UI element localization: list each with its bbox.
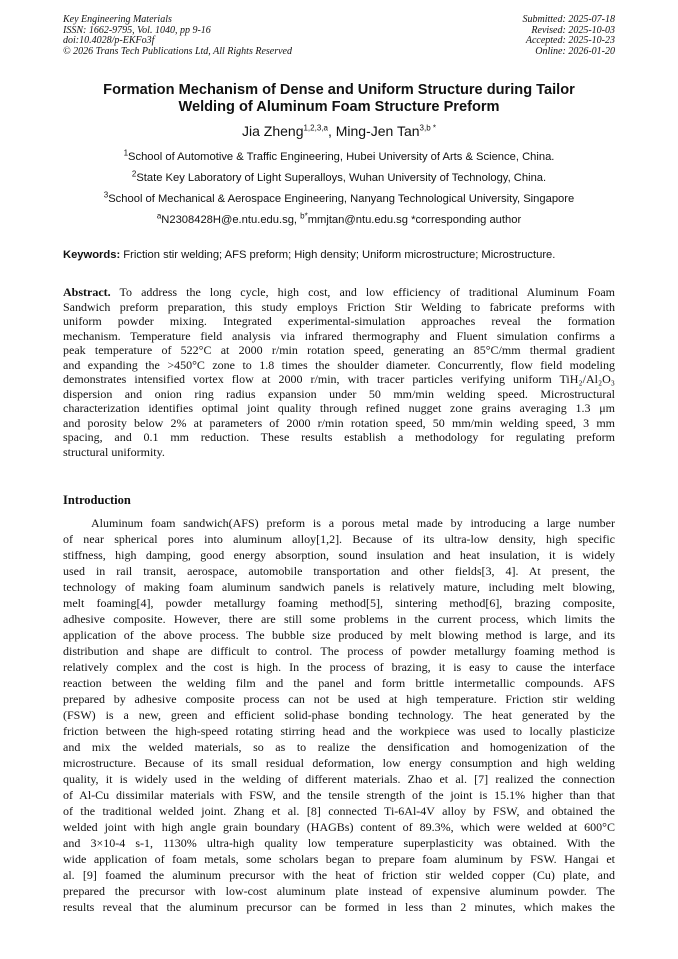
abstract-line: Sandwich preform preparation, this study employs Friction Stir Welding to fabricate preforms with	[63, 299, 615, 314]
affiliation-text: State Key Laboratory of Light Superalloys, Wuhan University of Technology, China.	[136, 172, 547, 184]
affiliation	[40, 190, 638, 205]
abstract-line: uniform powder mixing. Integrated experimental-simulation approaches reveal the formation	[63, 314, 615, 328]
body-line: used in rail transit, aerospace, automobile transportation and other fields[3, 4]. At present, the	[63, 564, 615, 578]
email-sup: a	[156, 211, 162, 221]
author-separator: ,	[327, 123, 336, 139]
body-line: relatively complex and the cost is high. In the process of brazing, it is easy to cause the interface	[63, 660, 615, 674]
title-line: Welding of Aluminum Foam Structure Preform	[178, 99, 500, 115]
abstract-label: Abstract.	[63, 285, 111, 299]
body-line: wide application of foam metals, some scholars began to prepare foam aluminum by FSW. Hangai et	[63, 852, 615, 866]
body-line: microstructure. Because of its small residual deformation, low energy consumption and high welding	[63, 756, 615, 770]
body-line: and mix the welded materials, so as to realize the densification and homogenization of the	[63, 740, 615, 754]
author-name: Jia Zheng	[242, 123, 304, 139]
author-list	[60, 123, 618, 139]
submitted-date: Submitted: 2025-07-18	[522, 14, 615, 25]
author-name: Ming-Jen Tan	[335, 123, 420, 139]
body-line: results reveal that the aluminum precursor can be formed in less than 2 minutes, which makes the	[63, 900, 615, 914]
abstract-line: and expanding the >450°C zone to 1.8 times the shoulder diameter. Concurrently, flow field modeling	[63, 357, 615, 372]
affiliation	[40, 169, 638, 184]
abstract-line: mechanism. Temperature field analysis via infrared thermography and Fluent simulation confirms a	[63, 328, 615, 343]
paper-title	[60, 82, 618, 116]
author-affiliation-sup: 3,b *	[419, 123, 436, 133]
abstract-line: spacing, and 0.1 mm reduction. These results establish a methodology for regulating preform	[63, 430, 615, 444]
body-line: technology of making foam aluminum sandwich panels is relatively mature, including melt blowing,	[63, 580, 615, 594]
affiliation	[40, 148, 638, 163]
abstract-line: peak temperature of 522°C at 2000 r/min rotation speed, generating an 85°C/mm thermal gradient	[63, 343, 615, 357]
affiliation-sup: 3	[103, 190, 109, 200]
body-line: stiffness, high damping, good energy absorption, sound insulation and heat insulation, it is widely	[63, 548, 615, 562]
author-emails	[40, 211, 638, 226]
doi-link[interactable]: doi:10.4028/p-EKFo3f	[63, 35, 155, 47]
body-line: of near spherical pores into aluminum alloy[1,2]. Because of its ultra-low density, high specific	[63, 532, 615, 546]
keywords-text: Friction stir welding; AFS preform; High density; Uniform microstructure; Microstructure.	[120, 249, 556, 261]
body-line: friction between the high-speed rotating stirring head and the workpiece was used to locally plasticize	[63, 724, 615, 738]
author-affiliation-sup: 1,2,3,a	[303, 123, 328, 133]
abstract-line: structural uniformity.	[63, 444, 165, 459]
body-line: of Al-Cu dissimilar materials with FSW, and the tensile strength of the joint is 15.1% higher than that	[63, 788, 615, 802]
online-date: Online: 2026-01-20	[535, 45, 615, 57]
revised-date: Revised: 2025-10-03	[531, 24, 615, 36]
email-sup: b*	[300, 211, 308, 221]
abstract-line: dispersion and onion ring radius expansion under 50 mm/min welding speed. Microstructural	[63, 386, 615, 401]
keywords-label: Keywords:	[63, 249, 121, 261]
affiliation-text: School of Automotive & Traffic Engineering, Hubei University of Arts & Science, China.	[128, 151, 555, 163]
abstract-text: To address the long cycle, high cost, and low efficiency of traditional Aluminum Foam	[110, 285, 615, 299]
affiliation-text: School of Mechanical & Aerospace Engineering, Nanyang Technological University, Singapore	[108, 193, 575, 205]
email-link[interactable]: N2308428H@e.ntu.edu.sg,	[161, 214, 301, 226]
journal-name: Key Engineering Materials	[63, 14, 172, 25]
accepted-date: Accepted: 2025-10-23	[525, 35, 615, 47]
body-line: reaction between the welding film and the panel and form brittle intermetallic compounds. AFS	[63, 676, 615, 690]
issn-line: ISSN: 1662-9795, Vol. 1040, pp 9-16	[63, 24, 211, 36]
body-line: adhesive composite. However, there are still some problems in the current process, which limits the	[63, 612, 615, 626]
keywords	[63, 249, 623, 261]
body-line: prepared the precursor with low-cost aluminum plate instead of expensive aluminum powder. The	[63, 884, 615, 898]
abstract-line: and porosity below 2% at parameters of 2000 r/min rotation speed, 50 mm/min welding speed, 3 mm	[63, 415, 615, 430]
title-line: Formation Mechanism of Dense and Uniform Structure during Tailor	[103, 82, 575, 98]
body-line: prepared by adhesive composite process can not be used at high temperature. Friction stir welding	[63, 692, 615, 706]
body-line: of the traditional welded joint. Zhang et al. [8] connected Ti-6Al-4V alloy by FSW, and obtained the	[63, 804, 615, 818]
copyright-line: © 2026 Trans Tech Publications Ltd, All Rights Reserved	[63, 45, 292, 57]
affiliation-sup: 1	[123, 148, 129, 158]
body-line: welded joint with high angle grain boundary (HAGBs) content of 89.3%, which were welded at 600°C	[63, 820, 615, 834]
abstract-line	[63, 285, 615, 299]
affiliation-sup: 2	[131, 169, 137, 179]
email-link[interactable]: mmjtan@ntu.edu.sg *corresponding author	[307, 214, 522, 226]
body-line: quality, it is widely used in the welding of different materials. Zhao et al. [7] realized the connection	[63, 772, 615, 786]
dates-header	[523, 15, 616, 57]
body-line: melt foaming[4], powder metallurgy foaming method[5], sintering method[6], brazing composite,	[63, 596, 615, 610]
journal-info-header	[63, 15, 292, 57]
body-line: application of the above process. The bubble size produced by melt blowing method is large, and its	[63, 628, 615, 642]
body-line: al. [9] foamed the aluminum precursor with the heat of friction stir welded copper (Cu) plate, and	[63, 868, 615, 882]
body-line: Aluminum foam sandwich(AFS) preform is a porous metal made by introducing a large number	[91, 516, 615, 530]
section-heading-introduction: Introduction	[63, 493, 131, 507]
abstract-line: demonstrates intensified vortex flow at 2000 r/min, with tracer particles verifying uniform TiH₂/Al₂O₃	[63, 372, 615, 386]
body-line: and 3×10-4 s-1, 1130% ultra-high quality low temperature superplasticity was obtained. With the	[63, 836, 615, 850]
body-line: (FSW) is a new, green and efficient solid-phase bonding technology. The heat generated by the	[63, 708, 615, 722]
body-line: distribution and shape are difficult to control. The process of powder metallurgy foaming method is	[63, 644, 615, 658]
abstract-line: characterization identifies optimal joint quality through refined nugget zone grains averaging 1.3 μm	[63, 401, 615, 415]
